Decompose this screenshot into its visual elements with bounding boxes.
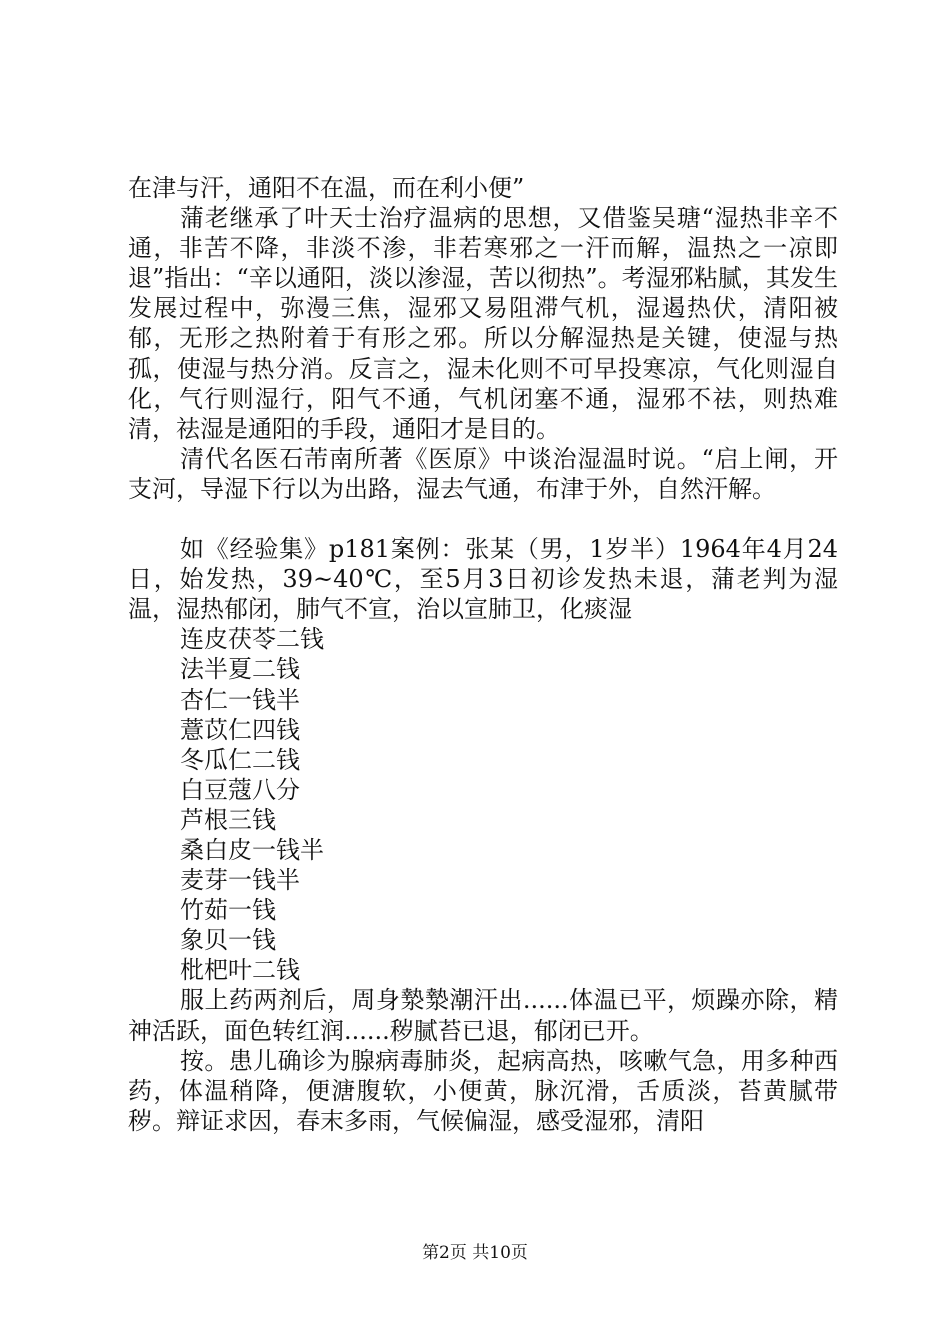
prescription-item: 法半夏二钱 <box>180 655 300 684</box>
prescription-item: 芦根三钱 <box>180 805 276 834</box>
prescription-item: 杏仁一钱半 <box>180 685 300 714</box>
page-footer: 第2页 共10页 <box>422 1243 528 1263</box>
paragraph-yi-yuan-quote: 清代名医石芾南所著《医原》中谈治湿温时说。“启上闸，开支河，导湿下行以为出路，湿去气通，布津于外，自然汗解。 <box>128 444 838 503</box>
prescription-item: 麦芽一钱半 <box>180 866 300 895</box>
document-body <box>128 173 838 1136</box>
prescription-item: 冬瓜仁二钱 <box>180 745 300 774</box>
prescription-list <box>128 624 838 985</box>
paragraph-continuation: 在津与汗，通阳不在温，而在利小便” <box>128 174 525 202</box>
prescription-item: 竹茹一钱 <box>180 896 276 925</box>
paragraph-outcome: 服上药两剂后，周身漐漐潮汗出......体温已平，烦躁亦除，精神活跃，面色转红润......秽腻苔已退，郁闭已开。 <box>128 986 838 1045</box>
prescription-item: 白豆蔻八分 <box>180 775 300 804</box>
prescription-item: 象贝一钱 <box>180 926 276 955</box>
paragraph-commentary: 按。患儿确诊为腺病毒肺炎，起病高热，咳嗽气急，用多种西药，体温稍降，便溏腹软，小便黄，脉沉滑，舌质淡，苔黄腻带秽。辩证求因，春末多雨，气候偏湿，感受湿邪，清阳 <box>128 1046 838 1135</box>
paragraph-spacer <box>128 504 838 534</box>
prescription-item: 薏苡仁四钱 <box>180 715 300 744</box>
prescription-item: 枇杷叶二钱 <box>180 956 300 985</box>
prescription-item: 桑白皮一钱半 <box>180 835 324 864</box>
paragraph-case-intro: 如《经验集》p181案例：张某（男，1岁半）1964年4月24日，始发热，39~40℃，至5月3日初诊发热未退，蒲老判为湿温，湿热郁闭，肺气不宣，治以宣肺卫，化痰湿 <box>128 535 838 624</box>
paragraph-pu-lao-theory: 蒲老继承了叶天士治疗温病的思想，又借鉴吴瑭“湿热非辛不通，非苦不降，非淡不渗，非若寒邪之一汗而解，温热之一凉即退”指出：“辛以通阳，淡以渗湿，苦以彻热”。考湿邪粘腻，其发生发展过程中，弥漫三焦，湿邪又易阻滞气机，湿遏热伏，清阳被郁，无形之热附着于有形之邪。所以分解湿热是关键，使湿与热孤，使湿与热分消。反言之，湿未化则不可早投寒凉，气化则湿自化，气行则湿行，阳气不通，气机闭塞不通，湿邪不祛，则热难清，祛湿是通阳的手段，通阳才是目的。 <box>128 204 838 443</box>
prescription-item: 连皮茯苓二钱 <box>180 625 324 654</box>
